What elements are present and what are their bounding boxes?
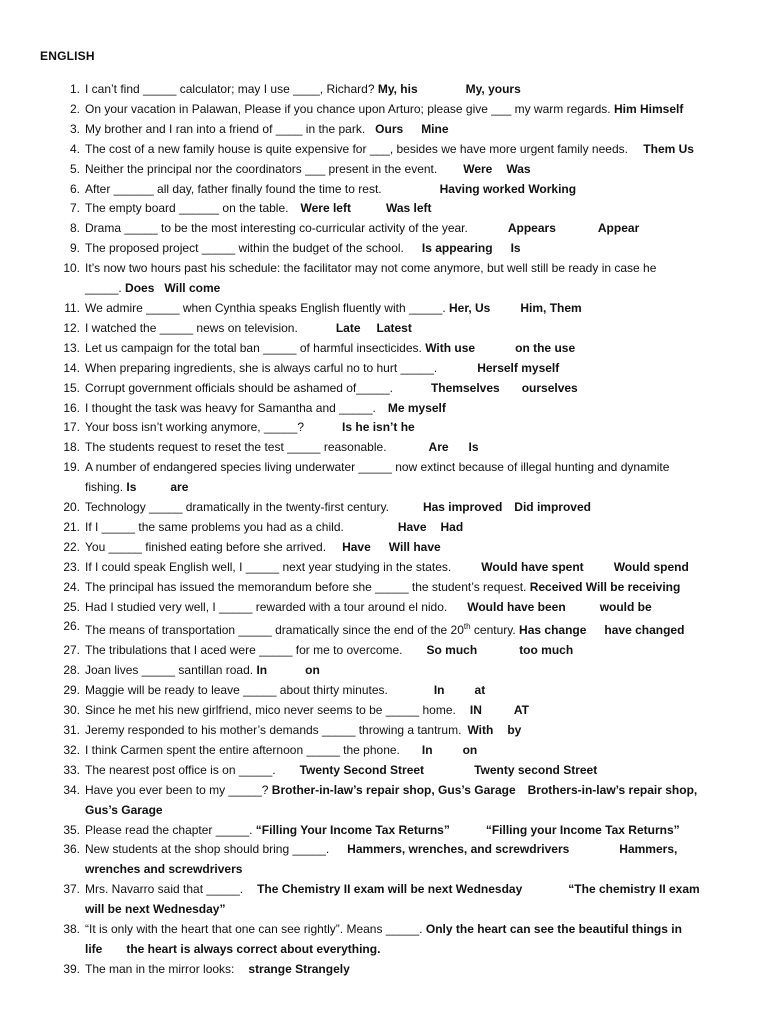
question-item <box>60 741 720 761</box>
question-number: 1. <box>69 82 80 96</box>
choice-a: Is he isn’t he <box>342 420 415 435</box>
question-item <box>60 578 720 598</box>
question-number: 36. <box>63 842 80 857</box>
question-item <box>60 681 720 701</box>
question-number: 21. <box>63 519 80 534</box>
question-text: The nearest post office is on _____. <box>85 762 276 777</box>
choice-b: Is <box>468 440 479 455</box>
question-item <box>60 80 720 100</box>
question-item <box>60 100 720 120</box>
choice-b: the heart is always correct about everything. <box>126 941 381 956</box>
question-item <box>60 359 720 379</box>
choice-b: Mine <box>421 121 449 136</box>
question-line <box>85 598 720 618</box>
question-text: Neither the principal nor the coordinators ___ present in the event. <box>85 161 438 176</box>
question-number: 4. <box>69 141 80 156</box>
question-number: 10. <box>63 261 80 276</box>
question-text: “It is only with the heart that one can see rightly”. Means _____. <box>85 922 426 937</box>
question-number: 6. <box>69 181 80 196</box>
choice-a: Late <box>335 320 361 335</box>
choice-wrap-line <box>85 900 720 920</box>
question-line <box>85 681 720 701</box>
choice-a: Have <box>342 539 371 554</box>
question-line <box>85 761 720 781</box>
question-number: 3. <box>69 121 80 136</box>
choice-a: Appears <box>507 221 556 236</box>
question-number: 27. <box>63 643 80 658</box>
question-text: New students at the shop should bring _____. <box>85 842 330 857</box>
question-number: 15. <box>63 380 80 395</box>
choice-a: Is <box>126 480 137 495</box>
question-text: The students request to reset the test _____ reasonable. <box>85 440 387 455</box>
choice-a: With use <box>425 340 476 355</box>
choice-a: So much <box>426 643 478 658</box>
question-text: I thought the task was heavy for Samantha and _____. <box>85 400 376 415</box>
choice-a: Would have spent <box>481 559 584 574</box>
question-text: Your boss isn’t working anymore, _____? <box>85 420 305 435</box>
choice-b: “The chemistry II exam <box>568 882 700 897</box>
question-number: 7. <box>69 201 80 216</box>
question-number: 34. <box>63 782 80 797</box>
question-line <box>85 339 720 359</box>
question-number: 31. <box>63 723 80 737</box>
question-number: 35. <box>63 822 80 837</box>
choice-a: Twenty Second Street <box>299 762 425 777</box>
choice-a: IN <box>469 703 482 718</box>
choice-b: Would spend <box>613 559 689 574</box>
question-number: 12. <box>63 320 80 335</box>
question-text: Had I studied very well, I _____ rewarded with a tour around el nido. <box>85 599 448 614</box>
question-item <box>60 259 720 299</box>
choice-a: Him Himself <box>613 101 684 116</box>
choice-continued: will be next Wednesday” <box>85 902 226 917</box>
choice-a: Would have been <box>467 599 566 614</box>
question-number: 39. <box>63 961 80 976</box>
choice-b: My, yours <box>465 82 521 96</box>
question-text: It’s now two hours past his schedule: the facilitator may not come anymore, but well still be ready in case he <box>85 261 657 276</box>
choice-b: on the use <box>515 340 576 355</box>
choice-wrap-line <box>85 801 720 821</box>
choice-a: Herself myself <box>477 360 560 375</box>
question-item <box>60 538 720 558</box>
question-line <box>85 399 720 419</box>
question-text: The cost of a new family house is quite expensive for ___, besides we have more urgent family needs. <box>85 141 632 156</box>
question-text: The empty board ______ on the table. <box>85 201 289 216</box>
question-line <box>85 319 720 339</box>
question-text: Corrupt government officials should be ashamed of_____. <box>85 380 393 395</box>
question-text: You _____ finished eating before she arrived. <box>85 539 327 554</box>
choice-b: by <box>507 723 522 737</box>
question-text: The principal has issued the memorandum before she _____ the student’s request. <box>85 579 530 594</box>
question-number: 14. <box>63 360 80 375</box>
choice-a: Hammers, wrenches, and screwdrivers <box>347 842 570 857</box>
question-number: 33. <box>63 762 80 777</box>
question-line <box>85 518 720 538</box>
question-text: Jeremy responded to his mother’s demands _____ throwing a tantrum. <box>85 723 462 737</box>
choice-b: Latest <box>376 320 412 335</box>
choice-a: Has improved <box>422 500 503 515</box>
choice-a: In <box>421 742 433 757</box>
choice-a: Has change <box>519 623 587 638</box>
question-item <box>60 821 720 841</box>
question-text: Mrs. Navarro said that _____. <box>85 882 244 897</box>
question-item <box>60 239 720 259</box>
question-text-continued: _____. <box>85 281 126 296</box>
question-number: 8. <box>69 221 80 236</box>
choice-b: on <box>462 742 478 757</box>
question-item <box>60 721 720 741</box>
question-item <box>60 641 720 661</box>
question-item <box>60 920 720 960</box>
question-line <box>85 140 720 160</box>
question-number: 32. <box>63 742 80 757</box>
question-item <box>60 498 720 518</box>
choice-a: Were left <box>300 201 351 216</box>
question-item <box>60 518 720 538</box>
question-item <box>60 219 720 239</box>
question-text: A number of endangered species living underwater _____ now extinct because of illegal hunting and dynamite <box>85 460 670 475</box>
choice-b: “Filling your Income Tax Returns” <box>485 822 680 837</box>
question-item <box>60 661 720 681</box>
question-line <box>85 120 720 140</box>
choice-continued: wrenches and screwdrivers <box>85 862 243 877</box>
question-item <box>60 458 720 498</box>
choice-a: “Filling Your Income Tax Returns” <box>255 822 450 837</box>
question-item <box>60 598 720 618</box>
choice-b: would be <box>599 599 652 614</box>
question-list <box>60 80 720 980</box>
question-number: 25. <box>63 599 80 614</box>
choice-a: Is appearing <box>421 241 493 256</box>
question-item <box>60 299 720 319</box>
question-number: 24. <box>63 579 80 594</box>
question-item <box>60 418 720 438</box>
question-number: 16. <box>63 400 80 415</box>
choice-b: ourselves <box>521 380 578 395</box>
question-text: Maggie will be ready to leave _____ about thirty minutes. <box>85 683 388 698</box>
question-text: Joan lives _____ santillan road. <box>85 663 257 678</box>
question-line <box>85 100 720 120</box>
choice-a: The Chemistry II exam will be next Wednesday <box>257 882 523 897</box>
choice-b: Appear <box>597 221 640 236</box>
question-text-tail: century. <box>470 623 520 638</box>
choice-a: Brother-in-law’s repair shop, Gus’s Garage <box>271 782 516 797</box>
question-text: Please read the chapter _____. <box>85 822 256 837</box>
question-text: The man in the mirror looks: <box>85 961 235 976</box>
question-item <box>60 880 720 920</box>
question-item <box>60 319 720 339</box>
question-text: The means of transportation _____ dramatically since the end of the 20 <box>85 623 464 638</box>
question-item <box>60 140 720 160</box>
choice-b: Did improved <box>514 500 591 515</box>
question-line <box>85 259 720 279</box>
question-text: I watched the _____ news on television. <box>85 320 298 335</box>
question-text: The proposed project _____ within the budget of the school. <box>85 241 404 256</box>
question-item <box>60 960 720 980</box>
question-line <box>85 641 720 661</box>
question-line <box>85 840 720 860</box>
choice-wrap-line <box>85 860 720 880</box>
question-text: My brother and I ran into a friend of ____ in the park. <box>85 121 366 136</box>
choice-b: Will have <box>388 539 441 554</box>
question-number: 18. <box>63 440 80 455</box>
question-number: 28. <box>63 663 80 678</box>
choice-a: Were <box>463 161 493 176</box>
question-text: Drama _____ to be the most interesting co-curricular activity of the year. <box>85 221 468 236</box>
question-line <box>85 418 720 438</box>
choice-continued: Gus’s Garage <box>85 802 163 817</box>
choice-b: too much <box>519 643 574 658</box>
question-item <box>60 199 720 219</box>
question-line <box>85 960 720 980</box>
question-line <box>85 701 720 721</box>
question-number: 13. <box>63 340 80 355</box>
question-item <box>60 701 720 721</box>
question-number: 38. <box>63 922 80 937</box>
question-number: 20. <box>63 500 80 515</box>
question-text: Have you ever been to my _____? <box>85 782 272 797</box>
question-line <box>85 180 720 200</box>
choice-a: Does <box>125 281 155 296</box>
choice-a: Only the heart can see the beautiful things in <box>425 922 682 937</box>
question-text: Technology _____ dramatically in the twenty-first century. <box>85 500 389 515</box>
choice-b: on <box>305 663 320 678</box>
choice-b: at <box>474 683 486 698</box>
question-text-continued: fishing. <box>85 480 127 495</box>
question-number: 19. <box>63 460 80 475</box>
superscript: th <box>463 622 471 632</box>
question-line <box>85 160 720 180</box>
question-line <box>85 781 720 801</box>
question-line <box>85 578 720 598</box>
question-number: 23. <box>63 559 80 574</box>
question-text: The tribulations that I aced were _____ for me to overcome. <box>85 643 403 658</box>
question-number: 30. <box>63 703 80 718</box>
question-number: 2. <box>69 101 80 116</box>
choice-a: Them Us <box>643 141 694 156</box>
choice-b: Twenty second Street <box>474 762 598 777</box>
question-number: 5. <box>69 161 80 176</box>
question-text: On your vacation in Palawan, Please if you chance upon Arturo; please give ___ my warm regards. <box>85 101 614 116</box>
question-item <box>60 781 720 821</box>
page-title: ENGLISH <box>40 49 95 63</box>
question-text: When preparing ingredients, she is always carful no to hurt _____. <box>85 360 438 375</box>
choice-a: Ours <box>375 121 404 136</box>
question-line <box>85 880 720 900</box>
question-text: If I _____ the same problems you had as a child. <box>85 519 344 534</box>
question-item <box>60 339 720 359</box>
choice-b: Hammers, <box>619 842 678 857</box>
choice-a: In <box>256 663 268 678</box>
question-line <box>85 239 720 259</box>
choice-a: Themselves <box>430 380 500 395</box>
question-number: 9. <box>69 241 80 256</box>
question-line <box>85 558 720 578</box>
question-item <box>60 399 720 419</box>
choice-a: Have <box>397 519 427 534</box>
question-text: Let us campaign for the total ban _____ of harmful insecticides. <box>85 340 426 355</box>
question-line <box>85 721 720 741</box>
question-number: 29. <box>63 683 80 698</box>
question-item <box>60 160 720 180</box>
question-number: 17. <box>63 420 80 435</box>
choice-b: Was left <box>385 201 432 216</box>
choice-a: Having worked Working <box>439 181 577 196</box>
question-text: After ______ all day, father finally found the time to rest. <box>85 181 382 196</box>
question-line <box>85 821 720 841</box>
question-line <box>85 617 720 641</box>
question-text: I think Carmen spent the entire afternoon _____ the phone. <box>85 742 400 757</box>
question-line <box>85 458 720 478</box>
question-text: I can’t find _____ calculator; may I use ____, Richard? <box>85 82 378 96</box>
question-line <box>85 359 720 379</box>
choice-a: With <box>467 723 494 737</box>
choice-b: Brothers-in-law’s repair shop, <box>527 782 698 797</box>
choice-a: strange Strangely <box>248 961 350 976</box>
choice-b: are <box>170 480 189 495</box>
question-text: If I could speak English well, I _____ next year studying in the states. <box>85 559 452 574</box>
question-item <box>60 558 720 578</box>
question-item <box>60 379 720 399</box>
choice-a: My, his <box>377 82 418 96</box>
question-line <box>85 80 720 100</box>
question-item <box>60 120 720 140</box>
choice-a: In <box>433 683 445 698</box>
question-line <box>85 920 720 940</box>
choice-wrap-line <box>85 940 720 960</box>
question-item <box>60 617 720 641</box>
question-line <box>85 299 720 319</box>
question-number: 37. <box>63 882 80 897</box>
question-line <box>85 379 720 399</box>
choice-a: Are <box>428 440 449 455</box>
question-number: 26. <box>63 619 80 634</box>
question-line <box>85 498 720 518</box>
question-text: We admire _____ when Cynthia speaks English fluently with _____. <box>85 300 449 315</box>
choice-b: have changed <box>604 623 685 638</box>
choice-a: Me myself <box>387 400 446 415</box>
choice-a: Received Will be receiving <box>529 579 681 594</box>
question-number: 11. <box>64 300 80 315</box>
choice-b: Had <box>440 519 464 534</box>
question-line-2 <box>85 478 720 498</box>
choice-continued: life <box>85 941 103 956</box>
choice-b: Will come <box>164 281 221 296</box>
question-line <box>85 741 720 761</box>
question-number: 22. <box>63 539 80 554</box>
question-line <box>85 219 720 239</box>
question-item <box>60 180 720 200</box>
choice-b: Was <box>506 161 531 176</box>
choice-a: Her, Us <box>449 300 491 315</box>
question-item <box>60 438 720 458</box>
question-line-2 <box>85 279 720 299</box>
choice-b: Him, Them <box>520 300 582 315</box>
question-item <box>60 840 720 880</box>
question-item <box>60 761 720 781</box>
choice-b: AT <box>513 703 529 718</box>
question-line <box>85 438 720 458</box>
choice-b: Is <box>510 241 521 256</box>
question-text: Since he met his new girlfriend, mico never seems to be _____ home. <box>85 703 456 718</box>
question-line <box>85 538 720 558</box>
question-line <box>85 661 720 681</box>
question-line <box>85 199 720 219</box>
